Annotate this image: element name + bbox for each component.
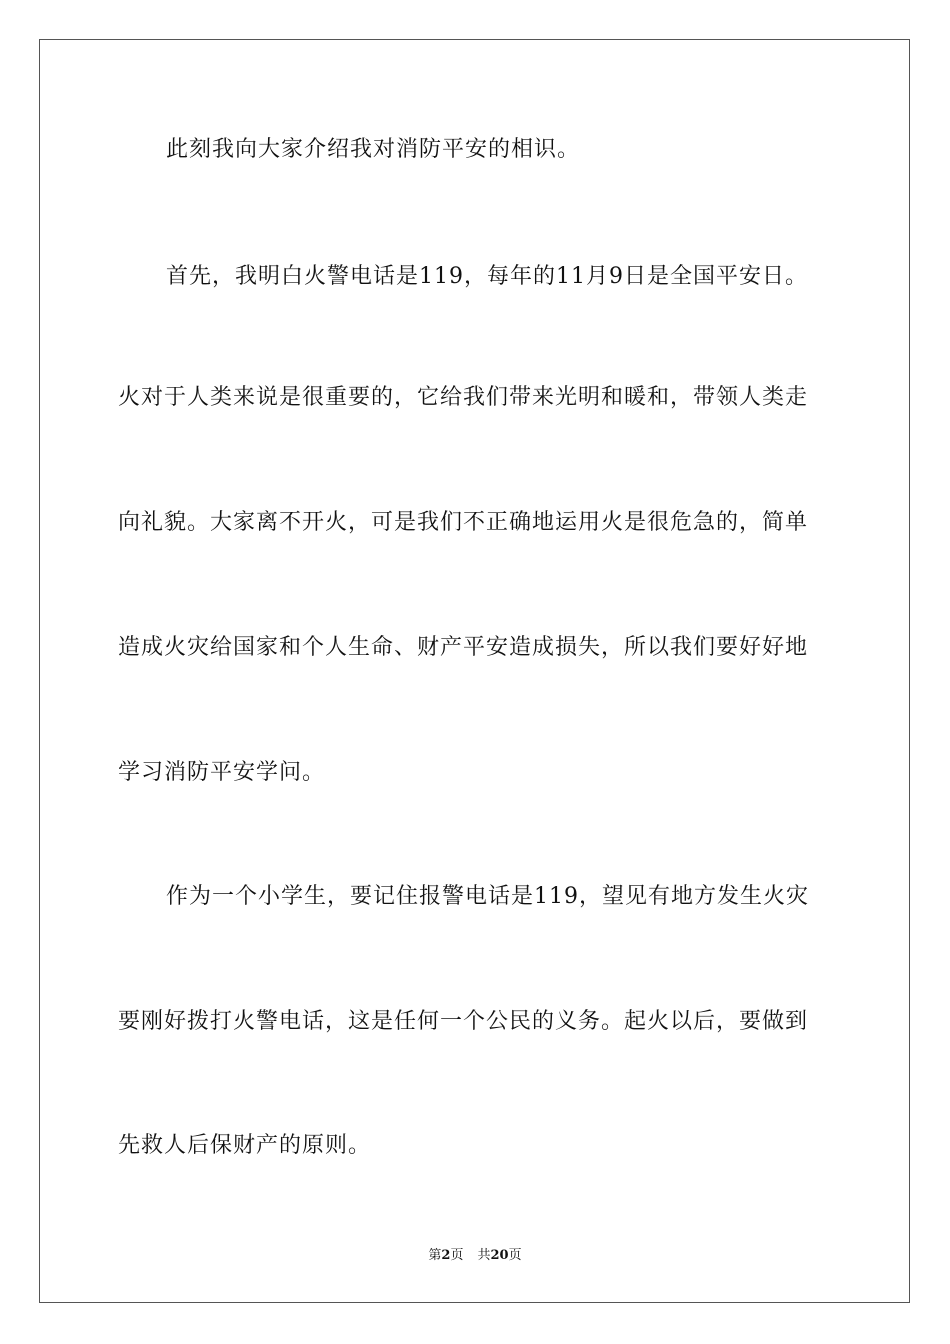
total-label-suffix: 页 (508, 1248, 522, 1263)
paragraph-line: 向礼貌。大家离不开火，可是我们不正确地运用火是很危急的，简单 (118, 510, 809, 535)
page-label-suffix: 页 (450, 1248, 464, 1263)
paragraph-line: 此刻我向大家介绍我对消防平安的相识。 (166, 137, 581, 162)
total-pages: 20 (490, 1248, 509, 1263)
paragraph-line: 火对于人类来说是很重要的，它给我们带来光明和暖和，带领人类走 (118, 385, 809, 410)
page-border (39, 39, 910, 1303)
paragraph-line: 首先，我明白火警电话是119，每年的11月9日是全国平安日。 (166, 264, 808, 289)
paragraph-line: 先救人后保财产的原则。 (118, 1133, 372, 1158)
page-footer (0, 1248, 950, 1264)
paragraph-line: 学习消防平安学问。 (118, 760, 326, 785)
page-number: 2 (441, 1248, 451, 1263)
page-label-prefix: 第 (428, 1248, 442, 1263)
paragraph-line: 造成火灾给国家和个人生命、财产平安造成损失，所以我们要好好地 (118, 635, 809, 660)
total-label-prefix: 共 (477, 1248, 491, 1263)
paragraph-line: 作为一个小学生，要记住报警电话是119，望见有地方发生火灾 (166, 884, 809, 909)
paragraph-line: 要刚好拨打火警电话，这是任何一个公民的义务。起火以后，要做到 (118, 1009, 809, 1034)
